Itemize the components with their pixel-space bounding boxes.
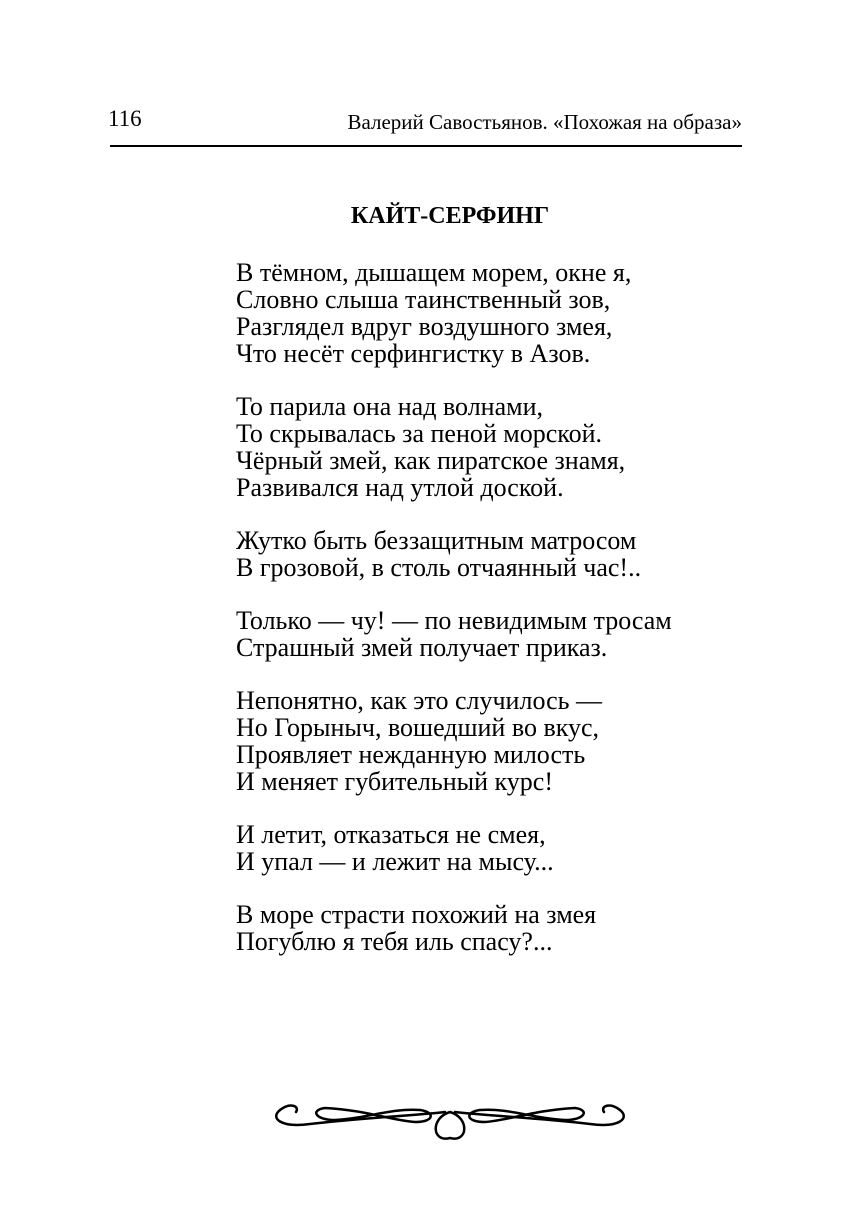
poem-line: Но Горыныч, вошедший во вкус, [236, 713, 600, 742]
poem-line: И летит, отказаться не смея, [236, 820, 546, 849]
stanza [236, 393, 672, 501]
poem-line: Только — чу! — по невидимым тросам [236, 606, 672, 635]
stanza [236, 259, 672, 367]
poem-line: В тёмном, дышащем морем, окне я, [236, 258, 632, 287]
poem-line: То скрывалась за пеной морской. [236, 419, 602, 448]
poem-line: Погублю я тебя иль спасу?... [236, 927, 553, 956]
poem-line: Страшный змей получает приказ. [236, 633, 608, 662]
poem-line: И меняет губительный курс! [236, 767, 554, 796]
poem-title: КАЙТ-СЕРФИНГ [350, 203, 550, 229]
poem-line: И упал — и лежит на мысу... [236, 847, 554, 876]
header-rule [110, 145, 742, 147]
poem-body [236, 259, 672, 981]
poem-line: В море страсти похожий на змея [236, 900, 597, 929]
poem-line: Что несёт серфингистку в Азов. [236, 339, 591, 368]
poem-line: Развивался над утлой доской. [236, 473, 564, 502]
poem-line: Непонятно, как это случилось — [236, 686, 602, 715]
poem-line: То парила она над волнами, [236, 392, 543, 421]
running-title: Валерий Савостьянов. «Похожая на образа» [347, 110, 742, 134]
stanza [236, 821, 672, 875]
poem-line: Разглядел вдруг воздушного змея, [236, 312, 613, 341]
poem-line: Жутко быть беззащитным матросом [236, 526, 637, 555]
page-number: 116 [108, 106, 142, 131]
poem-line: Чёрный змей, как пиратское знамя, [236, 446, 626, 475]
ornament-divider-icon [270, 1098, 630, 1148]
stanza [236, 687, 672, 795]
stanza [236, 527, 672, 581]
poem-line: Проявляет нежданную милость [236, 740, 586, 769]
poem-line: В грозовой, в столь отчаянный час!.. [236, 553, 642, 582]
stanza [236, 607, 672, 661]
poem-line: Словно слыша таинственный зов, [236, 285, 611, 314]
stanza [236, 901, 672, 955]
